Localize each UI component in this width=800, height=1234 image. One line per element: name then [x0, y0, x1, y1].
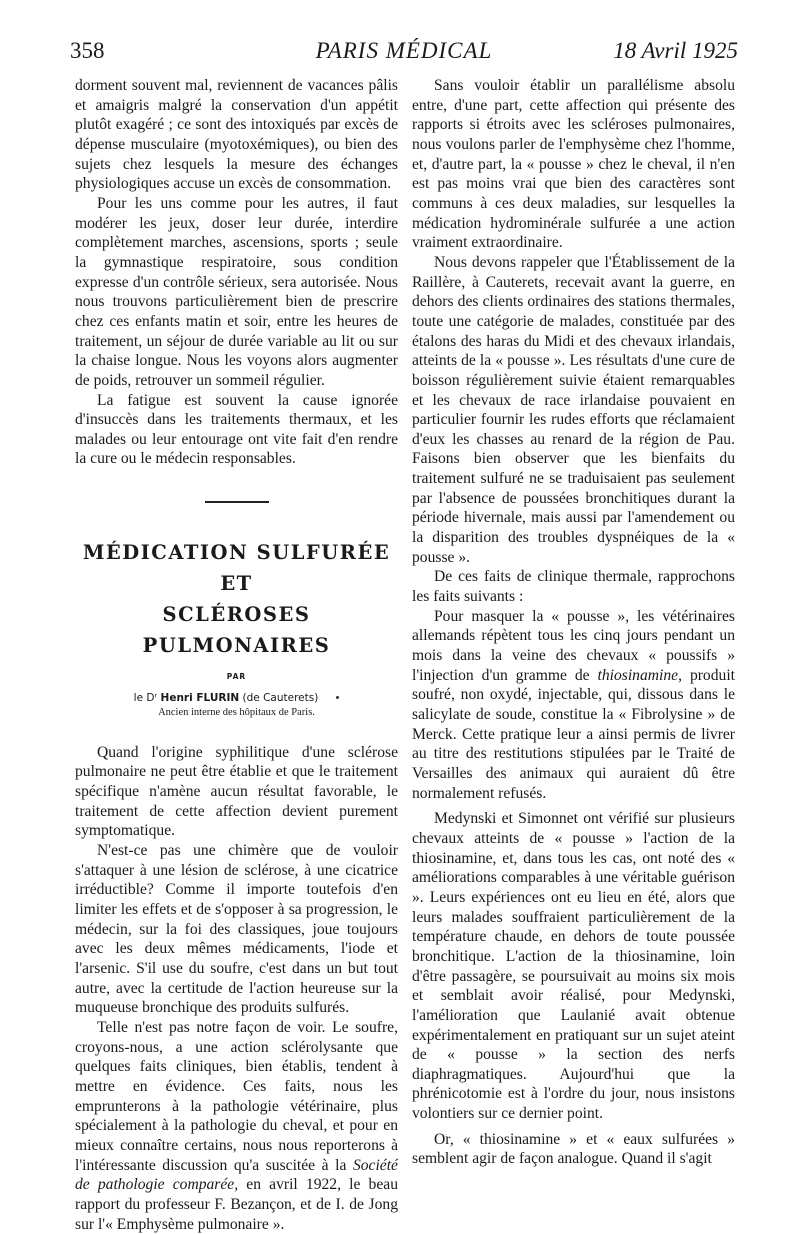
paragraph: N'est-ce pas une chimère que de vouloir s'attaquer à une lésion de sclérose, à une cicatrice irréductible? Comme il importe toutefois d'en limiter les effets et de s'opposer à sa progression, le médecin, sur la foi des classiques, joue toujours avec les deux mêmes médicaments, l'iode et l'arsenic. S'il use du soufre, c'est dans un but tout autre, avec la certitude de l'action heureuse sur la muqueuse bronchique des produits sulfurés. [75, 842, 398, 1017]
article-title-line: MÉDICATION SULFURÉE ET [82, 541, 391, 596]
italic-text: thiosinamine, [597, 666, 682, 684]
byline-par: PAR [226, 672, 247, 682]
paragraph: Quand l'origine syphilitique d'une sclérose pulmonaire ne peut être établie et que le traitement spécifique n'amène aucun résultat favorable, le traitement de cette affection devient purement symptomatique. [75, 743, 398, 840]
page-header [70, 38, 738, 68]
author-block [75, 691, 398, 719]
section-divider [205, 501, 269, 503]
issue-date: 18 Avril 1925 [613, 38, 738, 63]
paragraph [412, 607, 735, 804]
text-run: en avril 1922, le beau rapport du professeur F. Bezançon, et de I. de Jong sur l'« Emphysème pulmonaire ». [75, 1176, 398, 1233]
author-location: (de Cauterets) [242, 691, 319, 704]
paragraph: Pour les uns comme pour les autres, il faut modérer les jeux, doser leur durée, interdire complètement marches, ascensions, sports ; seule la gymnastique respiratoire, sous condition expresse d'un contrôle sérieux, sera autorisée. Nous nous trouvons particulièrement bien de prescrire chez ces enfants matin et soir, entre les heures de traitement, un séjour de durée variable au lit ou sur la chaise longue. Nous les voyons alors augmenter de poids, retrouver un sommeil régulier. [75, 194, 398, 389]
paragraph: La fatigue est souvent la cause ignorée d'insuccès dans les traitements thermaux, et les malades ou leur entourage ont vite fait d'en rendre la cure ou le médecin responsables. [75, 391, 398, 468]
paragraph [75, 1018, 398, 1234]
paragraph: dorment souvent mal, reviennent de vacances pâlis et amaigris malgré la conservation d'un appétit plutôt exagéré ; ce sont des intoxiqués par excès de dépense musculaire (myotoxémiques), ou bien des sujets chez lesquels la mesure des échanges physiologiques accuse un excès de consommation. [75, 77, 398, 193]
paragraph: Sans vouloir établir un parallélisme absolu entre, d'une part, cette affection qui présente des rapports si étroits avec les scléroses pulmonaires, nous voulons parler de l'emphysème chez l'homme, et, d'autre part, la « pousse » chez le cheval, il n'en est pas moins vrai que bien des caractères sont communs à ces deux maladies, sur lesquelles la médication hydrominérale sulfurée a une action vraiment extraordinaire. [412, 77, 735, 252]
left-column [75, 76, 398, 1234]
paragraph: De ces faits de clinique thermale, rapprochons les faits suivants : [412, 568, 735, 606]
journal-title: PARIS MÉDICAL [315, 38, 493, 63]
article-title-line: SCLÉROSES PULMONAIRES [142, 603, 331, 658]
paragraph: Medynski et Simonnet ont vérifié sur plusieurs chevaux atteints de « pousse » l'action de la thiosinamine, et, dans tous les cas, ont noté des « améliorations comparables à une véritable guérison ». Leurs expériences ont eu lieu en été, alors que leurs malades souffraient particulièrement de la température chaude, en dehors de toute poussée bronchitique. L'action de la thiosinamine, loin d'être passagère, se poursuivait au moins six mois et semblait avoir réalisé, pour Medynski, l'amélioration que Laulanié avait obtenue expérimentalement en pratiquant sur un sujet ateint de « pousse » la section des nerfs diaphragmatiques. Aujourd'hui que la phrénicotomie est à l'ordre du jour, nous insistons volontiers sur ce dernier point. [412, 810, 735, 1123]
paragraph: Or, « thiosinamine » et « eaux sulfurées » semblent agir de façon analogue. Quand il s'agit [412, 1130, 735, 1168]
author-name: Henri FLURIN [160, 691, 240, 704]
dot-mark [336, 696, 339, 699]
text-run: Telle n'est pas notre façon de voir. Le soufre, croyons-nous, a une action sclérolysante que quelques faits cliniques, bien établis, tendent à mettre en évidence. Ces faits, nous les emprunterons à la pathologie vétérinaire, plus spécialement à la pathologie du cheval, et pour en mieux connaître certains, nous nous reporterons à l'intéressante discussion qu'a suscitée à la [75, 1018, 398, 1174]
article-title [75, 537, 398, 661]
right-column [412, 76, 735, 1169]
paragraph: Nous devons rappeler que l'Établissement de la Raillère, à Cauterets, recevait avant la guerre, en dehors des clients ordinaires des stations thermales, toute une catégorie de malades, constituée par des étalons des haras du Midi et des chevaux irlandais, atteints de la « pousse ». Les résultats d'une cure de boisson régulièrement suivie étaient remarquables et les chevaux de race irlandaise pouvaient en particulier fournir les rudes efforts que réclamaient d'eux les chasses au renard de la région de Pau. Faisons bien observer que les bienfaits du traitement sulfuré ne se traduisaient pas seulement par l'absence de poussées bronchitiques durant la période hivernale, mais aussi par l'amendement ou la disparition des troubles dyspnéiques de la « pousse ». [412, 253, 735, 566]
italic-text: Société de pathologie comparée, [75, 1156, 398, 1194]
author-role: Ancien interne des hôpitaux de Paris. [158, 706, 315, 718]
page-number: 358 [70, 38, 105, 63]
text-run: produit soufré, non oxydé, injectable, qui, dissous dans le salicylate de soude, constitue la « Fibrolysine » de Merck. Cette pratique leur a ainsi permis de livrer au titre des restitutions stipulées par le Traité de Versailles des animaux qui auraient dû être normalement refusés. [412, 666, 735, 802]
author-prefix: le Dʳ [133, 691, 158, 704]
text-run: Pour masquer la « pousse », les vétérinaires allemands répètent tous les cinq jours pendant un mois dans la veine des chevaux « poussifs » l'injection d'un gramme de [412, 607, 735, 684]
